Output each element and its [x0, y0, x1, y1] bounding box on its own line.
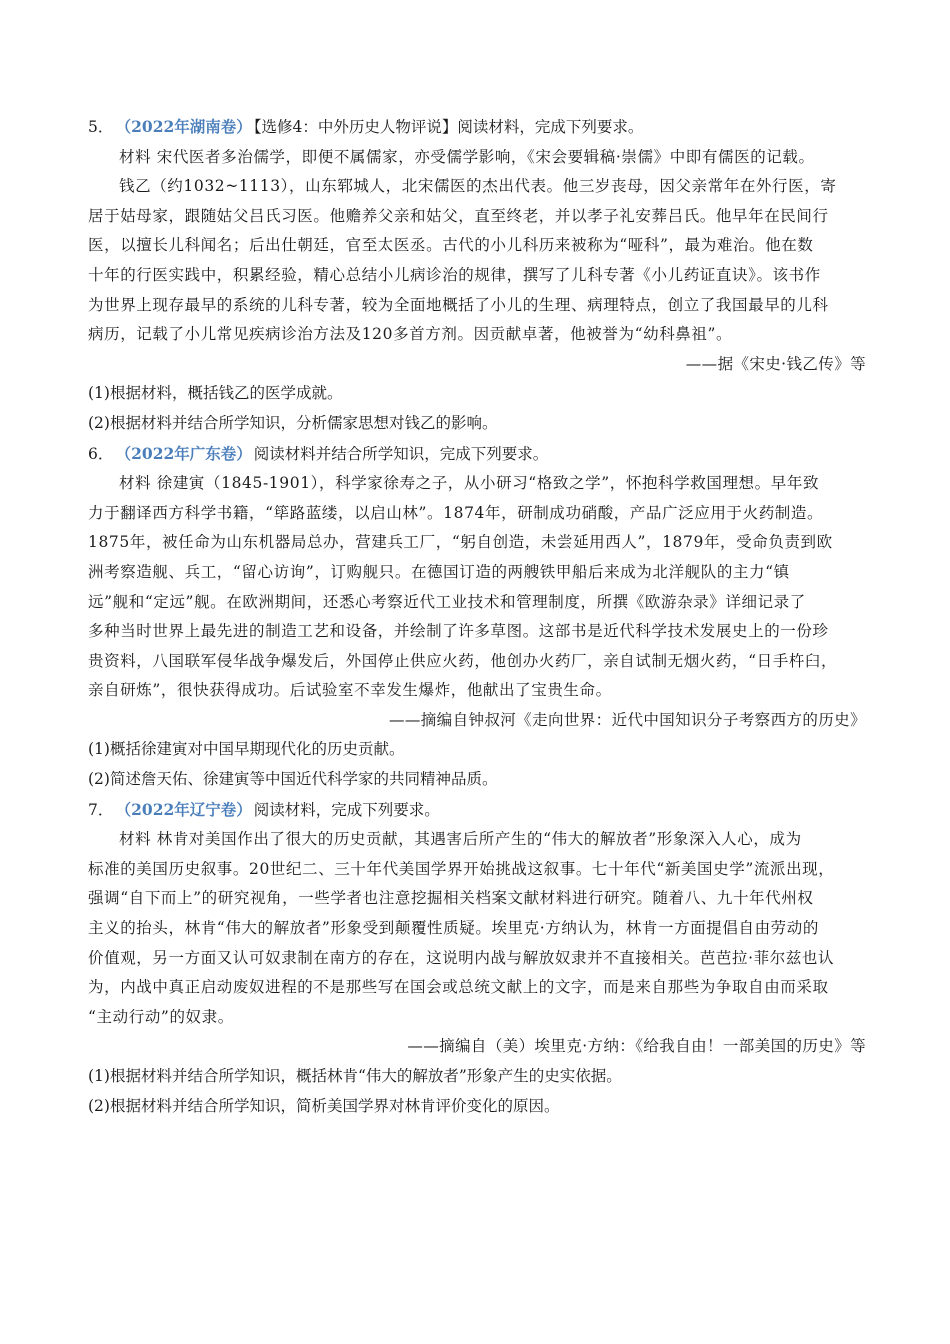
sub-question: (2)根据材料并结合所学知识，简析美国学界对林肯评价变化的原因。	[88, 1096, 560, 1115]
material-line: 多种当时世界上最先进的制造工艺和设备，并绘制了许多草图。这部书是近代科学技术发展史上的一份珍	[88, 622, 829, 641]
material-line: 钱乙（约1032~1113），山东郓城人，北宋儒医的杰出代表。他三岁丧母，因父亲常年在外行医，寄	[119, 177, 837, 196]
material-line: 为世界上现存最早的系统的儿科专著，较为全面地概括了小儿的生理、病理特点，创立了我国最早的儿科	[88, 295, 829, 314]
material-line: 1875年，被任命为山东机器局总办，营建兵工厂，“躬自创造，未尝延用西人”，1879年，受命负责到欧	[88, 533, 833, 552]
material-line: 洲考察造舰、兵工，“留心访询”，订购舰只。在德国订造的两艘铁甲船后来成为北洋舰队的主力“镇	[88, 562, 790, 581]
question-prompt: 阅读材料并结合所学知识，完成下列要求。	[253, 444, 549, 463]
material-line: 力于翻译西方科学书籍，“筚路蓝缕，以启山林”。1874年，研制成功硝酸，产品广泛应用于火药制造。	[88, 503, 824, 522]
sub-question: (2)根据材料并结合所学知识，分析儒家思想对钱乙的影响。	[88, 413, 498, 432]
material-line: 标准的美国历史叙事。20世纪二、三十年代美国学界开始挑战这叙事。七十年代“新美国史学”流派出现，	[88, 859, 835, 878]
question-number: 6．	[88, 444, 114, 463]
material-line: 贵资料，八国联军侵华战争爆发后，外国停止供应火药，他创办火药厂，亲自试制无烟火药，“日手杵臼，	[88, 651, 838, 670]
material-citation: ——摘编自（美）埃里克·方纳：《给我自由！一部美国的历史》等	[407, 1037, 866, 1056]
question-number: 5．	[88, 118, 114, 136]
question-7-header	[88, 795, 866, 826]
sub-question: (1)根据材料并结合所学知识，概括林肯“伟大的解放者”形象产生的史实依据。	[88, 1067, 622, 1085]
material-citation: ——摘编自钟叔河《走向世界：近代中国知识分子考察西方的历史》	[388, 710, 866, 729]
question-number: 7．	[88, 800, 114, 819]
question-5-header	[88, 112, 866, 143]
material-line: 价值观，另一方面又认可奴隶制在南方的存在，这说明内战与解放奴隶并不直接相关。芭芭拉·菲尔兹也认	[88, 948, 835, 967]
material-line: 亲自研炼”，很快获得成功。后试验室不幸发生爆炸，他献出了宝贵生命。	[88, 681, 612, 700]
sub-question: (2)简述詹天佑、徐建寅等中国近代科学家的共同精神品质。	[88, 770, 498, 789]
sub-question: (1)概括徐建寅对中国早期现代化的历史贡献。	[88, 740, 405, 759]
material-line: 十年的行医实践中，积累经验，精心总结小儿病诊治的规律，撰写了儿科专著《小儿药证直诀》。该书作	[88, 265, 821, 284]
material-line: 病历，记载了小儿常见疾病诊治方法及120多首方剂。因贡献卓著，他被誉为“幼科鼻祖”。	[88, 325, 733, 344]
material-line: 材料 徐建寅（1845-1901），科学家徐寿之子，从小研习“格致之学”，怀抱科学救国理想。早年致	[119, 474, 820, 493]
question-6-header	[88, 439, 866, 470]
material-line: 强调“自下而上”的研究视角，一些学者也注意挖掘相关档案文献材料进行研究。随着八、九十年代州权	[88, 889, 814, 908]
material-line: 主义的抬头，林肯“伟大的解放者”形象受到颠覆性质疑。埃里克·方纳认为，林肯一方面提倡自由劳动的	[88, 919, 819, 938]
material-citation: ——据《宋史·钱乙传》等	[685, 354, 866, 373]
question-prompt: 阅读材料，完成下列要求。	[253, 800, 440, 819]
material-line: 材料 宋代医者多治儒学，即便不属儒家，亦受儒学影响，《宋会要辑稿·崇儒》中即有儒医的记载。	[119, 147, 815, 166]
question-source: （2022年辽宁卷）	[123, 799, 252, 819]
sub-question: (1)根据材料，概括钱乙的医学成就。	[88, 384, 343, 403]
material-line: 居于姑母家，跟随姑父吕氏习医。他赡养父亲和姑父，直至终老，并以孝子礼安葬吕氏。他早年在民间行	[88, 206, 829, 225]
question-prompt: 【选修4：中外历史人物评说】阅读材料，完成下列要求。	[253, 118, 644, 136]
question-source: （2022年广东卷）	[123, 443, 252, 463]
material-line: 医，以擅长儿科闻名；后出仕朝廷，官至太医丞。古代的小儿科历来被称为“哑科”，最为难治。他在数	[88, 236, 814, 255]
material-line: “主动行动”的奴隶。	[88, 1007, 234, 1026]
material-line: 材料 林肯对美国作出了很大的历史贡献，其遇害后所产生的“伟大的解放者”形象深入人心，成为	[119, 830, 802, 849]
question-source: （2022年湖南卷）	[123, 117, 252, 136]
material-line: 为，内战中真正启动废奴进程的不是那些写在国会或总统文献上的文字，而是来自那些为争取自由而采取	[88, 978, 829, 997]
material-line: 远”舰和“定远”舰。在欧洲期间，还悉心考察近代工业技术和管理制度，所撰《欧游杂录》详细记录了	[88, 592, 806, 611]
document-body	[88, 112, 866, 1121]
